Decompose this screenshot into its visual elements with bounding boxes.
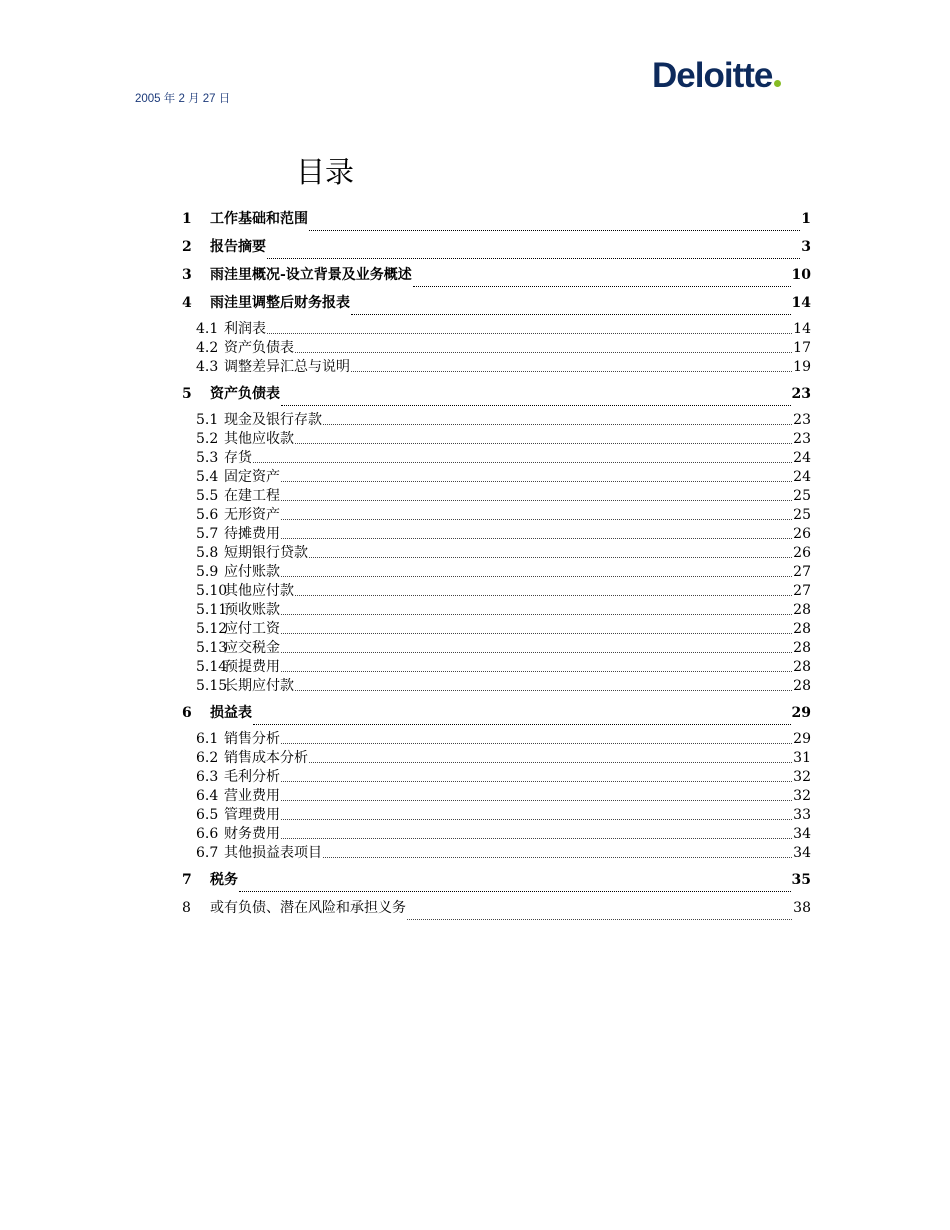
toc-number: 5.14 (196, 659, 228, 675)
header-date: 2005 年 2 月 27 日 (135, 93, 231, 105)
toc-page: 31 (793, 750, 811, 766)
toc-label: 管理费用 (224, 807, 280, 823)
toc-leader (239, 890, 791, 892)
toc-entry-5-2[interactable] (182, 430, 811, 449)
toc-label: 工作基础和范围 (210, 211, 308, 227)
toc-label: 固定资产 (224, 469, 280, 485)
toc-page: 25 (793, 507, 811, 523)
toc-entry-4-1[interactable] (182, 320, 811, 339)
toc-leader (295, 689, 792, 691)
toc-page: 27 (793, 564, 811, 580)
toc-entry-6-5[interactable] (182, 806, 811, 825)
toc-page: 34 (793, 826, 811, 842)
toc-number: 4.3 (196, 359, 219, 375)
toc-entry-5-3[interactable] (182, 449, 811, 468)
toc-leader (281, 651, 792, 653)
toc-leader (309, 556, 792, 558)
toc-page: 28 (793, 621, 811, 637)
toc-label: 待摊费用 (224, 526, 280, 542)
toc-leader (281, 575, 792, 577)
toc-page: 1 (801, 211, 811, 227)
toc-leader (309, 761, 792, 763)
toc-page: 28 (793, 678, 811, 694)
toc-page: 3 (801, 239, 811, 255)
toc-entry-4-2[interactable] (182, 339, 811, 358)
toc-entry-5-7[interactable] (182, 525, 811, 544)
toc-page: 34 (793, 845, 811, 861)
toc-entry-5-9[interactable] (182, 563, 811, 582)
toc-entry-5-14[interactable] (182, 658, 811, 677)
toc-number: 6.5 (196, 807, 219, 823)
toc-entry-6-6[interactable] (182, 825, 811, 844)
toc-leader (351, 313, 791, 315)
toc-label: 资产负债表 (224, 340, 294, 356)
toc-leader (281, 537, 792, 539)
toc-number: 6.2 (196, 750, 219, 766)
table-of-contents (182, 208, 811, 925)
toc-number: 6.4 (196, 788, 219, 804)
toc-page: 25 (793, 488, 811, 504)
toc-label: 预收账款 (224, 602, 280, 618)
toc-label: 现金及银行存款 (224, 412, 322, 428)
toc-number: 5.10 (196, 583, 228, 599)
toc-page: 32 (793, 788, 811, 804)
toc-page: 32 (793, 769, 811, 785)
toc-page: 23 (793, 412, 811, 428)
toc-number: 5.2 (196, 431, 219, 447)
toc-number: 6.1 (196, 731, 219, 747)
toc-page: 29 (793, 731, 811, 747)
toc-entry-6-4[interactable] (182, 787, 811, 806)
toc-number: 5.12 (196, 621, 228, 637)
toc-label: 调整差异汇总与说明 (224, 359, 350, 375)
toc-entry-2[interactable] (182, 236, 811, 264)
toc-number: 5.9 (196, 564, 219, 580)
toc-leader (281, 404, 791, 406)
toc-page: 28 (793, 602, 811, 618)
toc-page: 24 (793, 469, 811, 485)
toc-label: 其他应收款 (224, 431, 294, 447)
toc-leader (323, 856, 792, 858)
toc-label: 存货 (224, 450, 252, 466)
logo-dot (774, 80, 781, 87)
toc-label: 应交税金 (224, 640, 280, 656)
toc-number: 6.7 (196, 845, 219, 861)
toc-entry-6-3[interactable] (182, 768, 811, 787)
toc-label: 其他应付款 (224, 583, 294, 599)
toc-number: 6.6 (196, 826, 219, 842)
toc-number: 5 (182, 386, 192, 402)
toc-number: 6.3 (196, 769, 219, 785)
toc-label: 雨洼里概况-设立背景及业务概述 (210, 267, 412, 283)
toc-leader (281, 799, 792, 801)
toc-entry-4-3[interactable] (182, 358, 811, 377)
toc-entry-6[interactable] (182, 702, 811, 730)
toc-label: 资产负债表 (210, 386, 280, 402)
toc-entry-5-15[interactable] (182, 677, 811, 696)
toc-number: 5.8 (196, 545, 219, 561)
toc-page: 28 (793, 659, 811, 675)
toc-entry-5-10[interactable] (182, 582, 811, 601)
toc-number: 5.5 (196, 488, 219, 504)
toc-leader (281, 613, 792, 615)
toc-label: 销售成本分析 (224, 750, 308, 766)
toc-entry-5[interactable] (182, 383, 811, 411)
toc-label: 营业费用 (224, 788, 280, 804)
toc-leader (295, 594, 792, 596)
toc-label: 损益表 (210, 705, 252, 721)
toc-page: 27 (793, 583, 811, 599)
toc-leader (281, 632, 792, 634)
toc-entry-5-8[interactable] (182, 544, 811, 563)
toc-leader (253, 461, 792, 463)
toc-page: 26 (793, 526, 811, 542)
toc-number: 6 (182, 705, 192, 721)
toc-number: 8 (182, 900, 191, 916)
toc-number: 3 (182, 267, 192, 283)
toc-label: 长期应付款 (224, 678, 294, 694)
toc-page: 10 (791, 267, 811, 283)
toc-number: 5.7 (196, 526, 219, 542)
toc-number: 1 (182, 211, 192, 227)
toc-page: 14 (791, 295, 811, 311)
toc-page: 33 (793, 807, 811, 823)
toc-leader (413, 285, 791, 287)
toc-leader (281, 780, 792, 782)
toc-entry-5-11[interactable] (182, 601, 811, 620)
toc-leader (281, 837, 792, 839)
toc-number: 5.6 (196, 507, 219, 523)
toc-number: 7 (182, 872, 192, 888)
toc-entry-1[interactable] (182, 208, 811, 236)
toc-number: 4 (182, 295, 192, 311)
toc-entry-5-6[interactable] (182, 506, 811, 525)
toc-number: 5.1 (196, 412, 219, 428)
toc-entry-7[interactable] (182, 869, 811, 897)
toc-label: 应付账款 (224, 564, 280, 580)
toc-label: 无形资产 (224, 507, 280, 523)
toc-number: 5.13 (196, 640, 228, 656)
toc-page: 23 (793, 431, 811, 447)
toc-entry-5-12[interactable] (182, 620, 811, 639)
toc-number: 5.3 (196, 450, 219, 466)
toc-label: 报告摘要 (210, 239, 266, 255)
toc-leader (267, 332, 792, 334)
toc-entry-5-13[interactable] (182, 639, 811, 658)
deloitte-logo (652, 56, 781, 96)
toc-label: 雨洼里调整后财务报表 (210, 295, 350, 311)
toc-entry-3[interactable] (182, 264, 811, 292)
toc-number: 4.1 (196, 321, 219, 337)
toc-page: 24 (793, 450, 811, 466)
toc-label: 销售分析 (224, 731, 280, 747)
toc-entry-5-1[interactable] (182, 411, 811, 430)
toc-label: 财务费用 (224, 826, 280, 842)
toc-entry-6-1[interactable] (182, 730, 811, 749)
toc-number: 5.11 (196, 602, 228, 618)
toc-leader (295, 442, 792, 444)
page-title: 目录 (296, 155, 355, 189)
toc-entry-5-5[interactable] (182, 487, 811, 506)
toc-leader (281, 670, 792, 672)
toc-number: 5.15 (196, 678, 228, 694)
toc-entry-8[interactable] (182, 897, 811, 925)
toc-number: 5.4 (196, 469, 219, 485)
toc-leader (281, 499, 792, 501)
toc-leader (253, 723, 791, 725)
toc-page: 38 (793, 900, 811, 916)
toc-leader (351, 370, 792, 372)
toc-label: 在建工程 (224, 488, 280, 504)
toc-label: 预提费用 (224, 659, 280, 675)
toc-entry-5-4[interactable] (182, 468, 811, 487)
toc-label: 或有负债、潜在风险和承担义务 (210, 900, 406, 916)
toc-label: 毛利分析 (224, 769, 280, 785)
toc-entry-6-2[interactable] (182, 749, 811, 768)
toc-page: 23 (791, 386, 811, 402)
toc-page: 17 (793, 340, 811, 356)
toc-label: 税务 (210, 872, 238, 888)
toc-leader (323, 423, 792, 425)
toc-label: 短期银行贷款 (224, 545, 308, 561)
toc-leader (309, 229, 800, 231)
toc-leader (281, 818, 792, 820)
toc-entry-6-7[interactable] (182, 844, 811, 863)
toc-page: 29 (791, 705, 811, 721)
toc-page: 26 (793, 545, 811, 561)
toc-label: 其他损益表项目 (224, 845, 322, 861)
toc-leader (281, 742, 792, 744)
toc-entry-4[interactable] (182, 292, 811, 320)
toc-page: 35 (791, 872, 811, 888)
toc-page: 14 (793, 321, 811, 337)
toc-page: 19 (793, 359, 811, 375)
logo-text: Deloitte (652, 56, 773, 95)
toc-number: 2 (182, 239, 192, 255)
toc-label: 利润表 (224, 321, 266, 337)
toc-leader (281, 480, 792, 482)
toc-leader (295, 351, 792, 353)
toc-leader (281, 518, 792, 520)
toc-leader (407, 918, 792, 920)
toc-page: 28 (793, 640, 811, 656)
toc-leader (267, 257, 800, 259)
toc-number: 4.2 (196, 340, 219, 356)
toc-label: 应付工资 (224, 621, 280, 637)
